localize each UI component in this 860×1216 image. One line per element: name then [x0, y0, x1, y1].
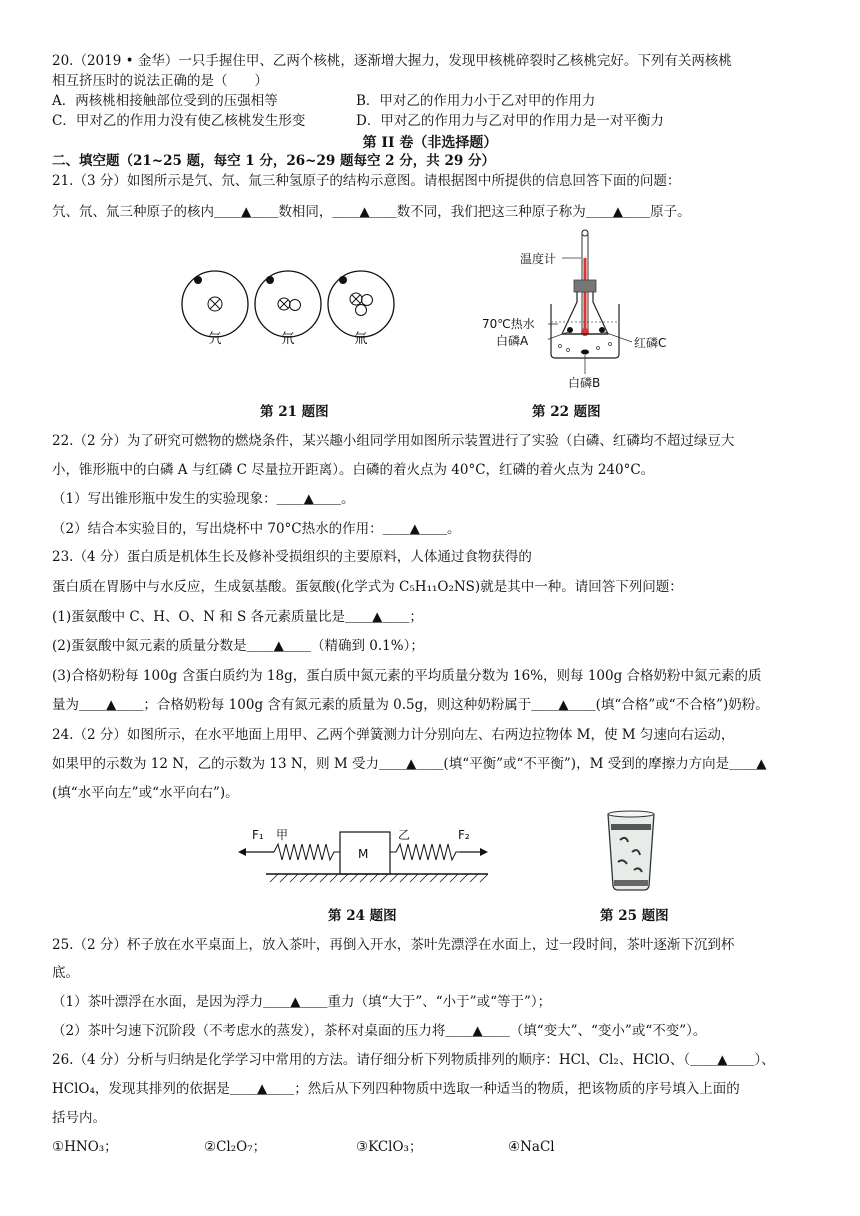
tritium-atom	[328, 271, 394, 337]
q20-stem-line1: 20.（2019 • 金华）一只手握住甲、乙两个核桃，逐渐增大握力，发现甲核桃碎裂时乙核桃完好。下列有关两核桃	[52, 53, 732, 69]
q23-stem-line1: 23.（4 分）蛋白质是机体生长及修补受损组织的主要原料，人体通过食物获得的	[52, 549, 532, 565]
fig24-caption: 第 24 题图	[328, 908, 397, 924]
fig21-caption: 第 21 题图	[260, 404, 329, 420]
q22-part1: （1）写出锥形瓶中发生的实验现象：＿＿▲＿＿。	[52, 491, 355, 507]
q25-part2: （2）茶叶匀速下沉阶段（不考虑水的蒸发），茶杯对桌面的压力将＿＿▲＿＿（填“变大”、“变小”或“不变”）。	[52, 1023, 707, 1039]
label-white-phosphorus-b: 白磷B	[568, 376, 601, 390]
q20-stem-line2: 相互挤压时的说法正确的是（ ）	[52, 73, 268, 89]
q26-stem-line1: 26.（4 分）分析与归纳是化学学习中常用的方法。请仔细分析下列物质排列的顺序：HCl、Cl₂、HClO、（＿＿▲＿＿）、	[52, 1052, 775, 1068]
q25-part1: （1）茶叶漂浮在水面，是因为浮力＿＿▲＿＿重力（填“大于”、“小于”或“等于”）；	[52, 994, 552, 1010]
label-thermometer: 温度计	[520, 252, 557, 266]
q22-part2: （2）结合本实验目的，写出烧杯中 70°C热水的作用：＿＿▲＿＿。	[52, 521, 461, 537]
q22-apparatus-figure	[548, 228, 678, 390]
label-f1: F₁	[252, 828, 264, 842]
atom-label-deuterium: 氘	[281, 331, 295, 347]
q20-option-d: D．甲对乙的作用力与乙对甲的作用力是一对平衡力	[356, 113, 664, 129]
q23-stem-line2: 蛋白质在胃肠中与水反应，生成氨基酸。蛋氨酸(化学式为 C₅H₁₁O₂NS)就是其中一种。请回答下列问题：	[52, 579, 683, 595]
q26-option-3: ③KClO₃；	[356, 1139, 423, 1155]
q22-stem-line2: 小，锥形瓶中的白磷 A 与红磷 C 尽量拉开距离）。白磷的着火点为 40°C，红磷的着火点为 240°C。	[52, 462, 655, 478]
q21-stem-line1: 21.（3 分）如图所示是氕、氘、氚三种氢原子的结构示意图。请根据图中所提供的信息回答下面的问题：	[52, 173, 681, 189]
label-white-phosphorus-a: 白磷A	[496, 334, 529, 348]
q20-option-b: B．甲对乙的作用力小于乙对甲的作用力	[356, 93, 596, 109]
label-yi: 乙	[398, 828, 411, 842]
q26-stem-line3: 括号内。	[52, 1110, 106, 1126]
q25-stem-line2: 底。	[52, 965, 79, 981]
q23-part2: (2)蛋氨酸中氮元素的质量分数是＿＿▲＿＿（精确到 0.1%）；	[52, 638, 424, 654]
q26-option-4: ④NaCl	[508, 1139, 555, 1155]
q24-stem-line3: (填“水平向左”或“水平向右”)。	[52, 785, 239, 801]
q26-stem-line2: HClO₄，发现其排列的依据是＿＿▲＿＿；然后从下列四种物质中选取一种适当的物质，把该物质的序号填入上面的	[52, 1081, 740, 1097]
q21-stem-line2: 氕、氘、氚三种原子的核内＿＿▲＿＿数相同，＿＿▲＿＿数不同，我们把这三种原子称为＿＿▲＿＿原子。	[52, 204, 691, 220]
section2-title: 第 II 卷（非选择题）	[362, 135, 498, 151]
q24-stem-line1: 24.（2 分）如图所示，在水平地面上用甲、乙两个弹簧测力计分别向左、右两边拉物体 M，使 M 匀速向右运动，	[52, 727, 735, 743]
q22-stem-line1: 22.（2 分）为了研究可燃物的燃烧条件，某兴趣小组同学用如图所示装置进行了实验（白磷、红磷均不超过绿豆大	[52, 433, 735, 449]
atom-label-tritium: 氚	[354, 331, 368, 347]
q20-option-c: C．甲对乙的作用力没有使乙核桃发生形变	[52, 113, 306, 129]
q23-part1: (1)蛋氨酸中 C、H、O、N 和 S 各元素质量比是＿＿▲＿＿；	[52, 609, 423, 625]
label-hot-water: 70℃热水	[482, 317, 535, 331]
label-block-m: M	[358, 847, 369, 861]
label-f2: F₂	[458, 828, 470, 842]
q25-stem-line1: 25.（2 分）杯子放在水平桌面上，放入茶叶，再倒入开水，茶叶先漂浮在水面上，过一段时间，茶叶逐渐下沉到杯	[52, 937, 735, 953]
q23-part3-line1: (3)合格奶粉每 100g 含蛋白质约为 18g，蛋白质中氮元素的平均质量分数为 16%，则每 100g 合格奶粉中氮元素的质	[52, 668, 762, 684]
q24-stem-line2: 如果甲的示数为 12 N，乙的示数为 13 N，则 M 受力＿＿▲＿＿(填“平衡”或“不平衡”)，M 受到的摩擦力方向是＿＿▲	[52, 756, 767, 772]
atom-label-protium: 氕	[208, 331, 222, 347]
fig25-caption: 第 25 题图	[600, 908, 669, 924]
label-red-phosphorus-c: 红磷C	[634, 336, 667, 350]
fig22-caption: 第 22 题图	[532, 404, 601, 420]
q25-tea-glass-figure	[604, 810, 658, 892]
q26-option-2: ②Cl₂O₇；	[204, 1139, 267, 1155]
label-jia: 甲	[276, 828, 289, 842]
protium-atom	[182, 271, 248, 337]
q23-part3-line2: 量为＿＿▲＿＿；合格奶粉每 100g 含有氮元素的质量为 0.5g，则这种奶粉属于＿＿▲＿＿(填“合格”或“不合格”)奶粉。	[52, 697, 769, 713]
q20-option-a: A．两核桃相接触部位受到的压强相等	[52, 93, 278, 109]
deuterium-atom	[255, 271, 321, 337]
q26-option-1: ①HNO₃；	[52, 1139, 118, 1155]
section2-subtitle: 二、填空题（21~25 题，每空 1 分，26~29 题每空 2 分，共 29 分）	[52, 153, 495, 169]
